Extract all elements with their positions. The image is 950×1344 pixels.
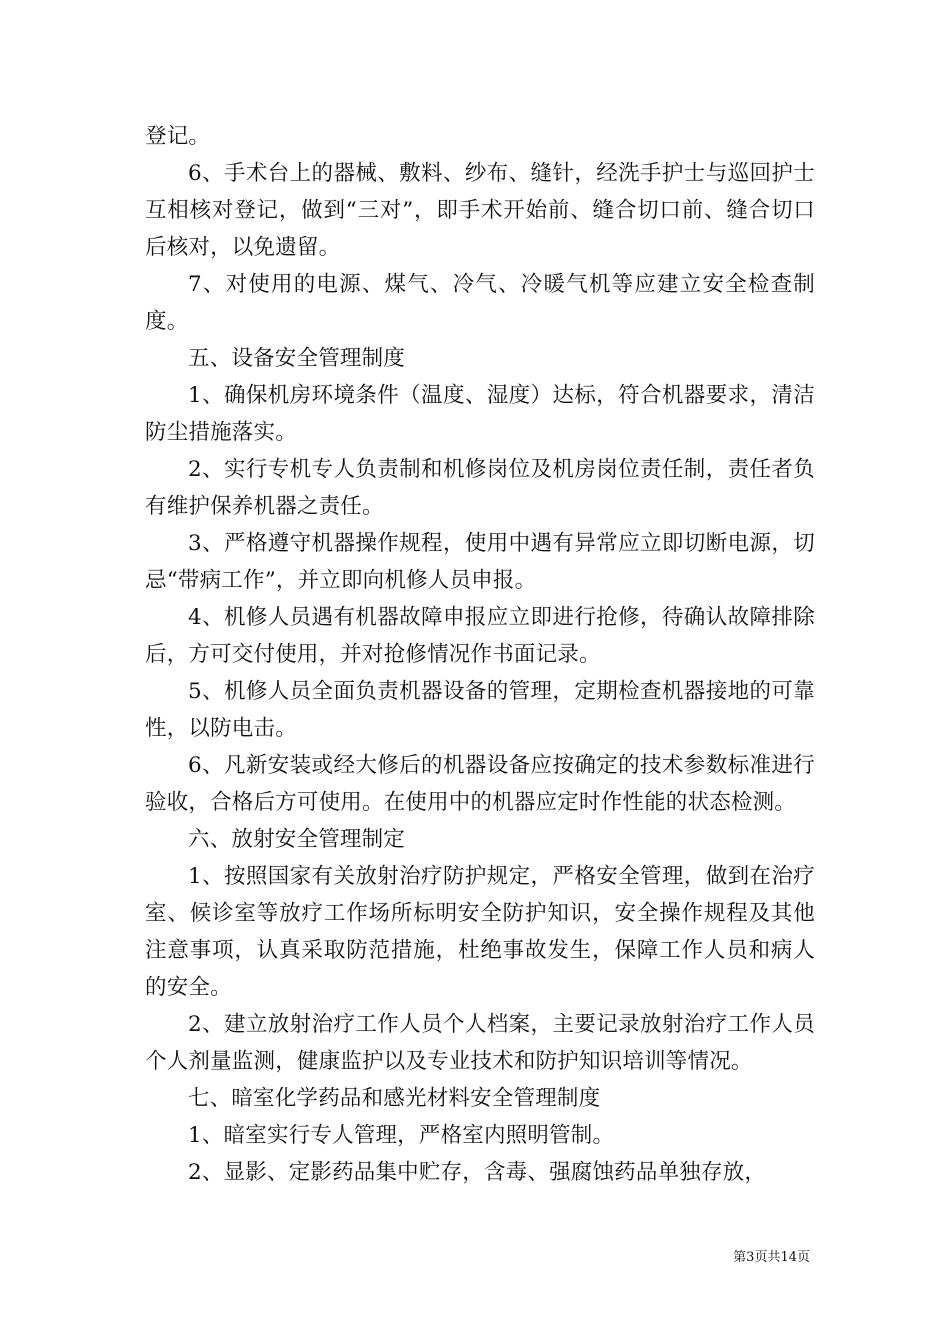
page-number-footer: 第3页共14页 [733,1250,810,1265]
paragraph-equipment-1: 1、确保机房环境条件（温度、湿度）达标，符合机器要求，清洁防尘措施落实。 [145,383,815,445]
paragraph-equipment-4: 4、机修人员遇有机器故障申报应立即进行抢修，待确认故障排除后，方可交付使用，并对抢修情况作书面记录。 [145,605,815,667]
paragraph-item-6-surgical-count: 6、手术台上的器械、敷料、纱布、缝针，经洗手护士与巡回护士互相核对登记，做到“三对”，即手术开始前、缝合切口前、缝合切口后核对，以免遗留。 [145,161,815,260]
paragraph-equipment-2: 2、实行专机专人负责制和机修岗位及机房岗位责任制，责任者负有维护保养机器之责任。 [145,457,815,519]
paragraph-continuation: 登记。 [145,124,211,149]
paragraph-radiation-2: 2、建立放射治疗工作人员个人档案，主要记录放射治疗工作人员个人剂量监测，健康监护以及专业技术和防护知识培训等情况。 [145,1012,815,1074]
paragraph-equipment-3: 3、严格遵守机器操作规程，使用中遇有异常应立即切断电源，切忌“带病工作”，并立即向机修人员申报。 [145,531,815,593]
paragraph-darkroom-1: 1、暗室实行专人管理，严格室内照明管制。 [188,1123,615,1148]
section-heading-equipment-safety: 五、设备安全管理制度 [188,346,406,371]
document-body [145,118,815,1191]
section-heading-darkroom-safety: 七、暗室化学药品和感光材料安全管理制度 [188,1086,601,1111]
paragraph-equipment-5: 5、机修人员全面负责机器设备的管理，定期检查机器接地的可靠性，以防电击。 [145,679,815,741]
paragraph-equipment-6: 6、凡新安装或经大修后的机器设备应按确定的技术参数标准进行验收，合格后方可使用。在使用中的机器应定时作性能的状态检测。 [145,753,815,815]
paragraph-darkroom-2: 2、显影、定影药品集中贮存，含毒、强腐蚀药品单独存放， [188,1160,767,1185]
paragraph-radiation-1: 1、按照国家有关放射治疗防护规定，严格安全管理，做到在治疗室、候诊室等放疗工作场所标明安全防护知识，安全操作规程及其他注意事项，认真采取防范措施，杜绝事故发生，保障工作人员和病人的安全。 [145,864,815,1000]
paragraph-item-7-power-safety: 7、对使用的电源、煤气、冷气、冷暖气机等应建立安全检查制度。 [145,272,815,334]
section-heading-radiation-safety: 六、放射安全管理制定 [188,827,406,852]
